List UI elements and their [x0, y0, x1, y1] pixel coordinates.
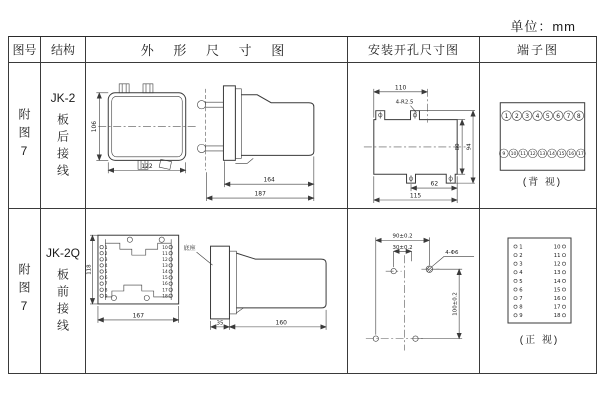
svg-text:5: 5: [519, 278, 523, 285]
svg-text:7: 7: [519, 296, 523, 302]
dim-label-35: 35: [216, 320, 224, 327]
outline-drawing-jk2q-cell: [86, 209, 348, 373]
wiring-label: 板后接线: [55, 112, 70, 181]
svg-text:8: 8: [519, 304, 523, 311]
structure-row1: [41, 63, 86, 209]
wiring-label: 板前接线: [55, 268, 70, 336]
front-view: [91, 84, 196, 173]
base-label: 底座: [183, 245, 196, 253]
svg-text:14: 14: [549, 152, 555, 158]
svg-text:2: 2: [519, 253, 523, 259]
svg-text:13: 13: [539, 152, 546, 158]
svg-text:3: 3: [104, 257, 108, 263]
dim-label-187: 187: [254, 190, 266, 198]
side-view: [197, 86, 313, 201]
terminal-diagram-jk2q: [480, 209, 596, 373]
terminal-row-top: [502, 111, 584, 121]
svg-text:17: 17: [578, 152, 584, 158]
svg-text:9: 9: [502, 152, 506, 158]
view-caption-back: (背 视): [522, 177, 563, 189]
svg-text:15: 15: [162, 276, 168, 282]
svg-text:13: 13: [162, 263, 168, 269]
model-label: JK-2: [50, 90, 76, 105]
svg-text:9: 9: [104, 294, 108, 300]
dim-label-160: 160: [275, 319, 287, 327]
svg-text:8: 8: [104, 288, 108, 294]
svg-text:6: 6: [556, 112, 561, 120]
hole-label-4-phi: 4-Φ6: [445, 249, 459, 256]
svg-text:2: 2: [104, 251, 108, 257]
model-label: JK-2Q: [45, 246, 80, 260]
svg-text:10: 10: [162, 245, 168, 251]
svg-text:8: 8: [576, 112, 581, 120]
svg-text:15: 15: [558, 152, 565, 158]
svg-text:2: 2: [514, 112, 519, 120]
dim-label-94: 94: [466, 143, 473, 151]
install-drawing-jk2: [348, 63, 479, 208]
svg-text:17: 17: [162, 288, 168, 294]
terminal-column-right: [162, 245, 172, 300]
svg-text:11: 11: [520, 152, 527, 158]
svg-text:17: 17: [553, 304, 561, 311]
install-drawing-jk2q-cell: [348, 209, 480, 373]
svg-text:6: 6: [104, 276, 108, 282]
svg-text:7: 7: [104, 282, 108, 288]
header-fig-no: 图号: [9, 37, 41, 63]
header-outline: 外 形 尺 寸 图: [86, 37, 348, 63]
front-view: [86, 235, 178, 323]
svg-text:1: 1: [104, 245, 108, 251]
header-install: 安装开孔尺寸图: [348, 37, 480, 63]
outline-drawing-jk2-cell: [86, 63, 348, 209]
svg-text:1: 1: [504, 112, 509, 120]
svg-text:16: 16: [553, 296, 561, 302]
svg-text:7: 7: [566, 112, 571, 120]
svg-text:18: 18: [553, 313, 561, 320]
terminal-list: [514, 244, 566, 319]
dim-label-118: 118: [86, 264, 93, 275]
svg-text:6: 6: [519, 287, 523, 294]
header-structure: 结构: [41, 37, 86, 63]
view-caption-front: (正 视): [519, 335, 560, 346]
dim-label-167: 167: [132, 312, 145, 320]
svg-text:12: 12: [529, 152, 536, 158]
dim-label-80: 80: [455, 143, 462, 151]
fig-no-row1: [9, 63, 41, 209]
terminal-row-bottom: [499, 149, 585, 158]
svg-text:3: 3: [519, 261, 523, 268]
outline-drawing-jk2: [86, 63, 347, 208]
outline-drawing-jk2q: [86, 209, 347, 373]
svg-text:16: 16: [162, 282, 168, 288]
svg-text:4: 4: [104, 263, 108, 269]
terminal-diagram-jk2q-cell: [480, 209, 596, 373]
install-drawing-jk2-cell: [348, 63, 480, 209]
structure-row2: [41, 209, 86, 373]
hatched-hole: [426, 266, 433, 273]
dim-label-30: 30±0.2: [392, 244, 413, 251]
svg-text:12: 12: [553, 261, 561, 268]
fig-no-label: 附图7: [17, 263, 31, 319]
svg-text:10: 10: [553, 244, 561, 251]
svg-text:12: 12: [162, 257, 168, 263]
terminal-diagram-jk2: [480, 63, 596, 208]
dim-label-62: 62: [430, 180, 439, 188]
svg-text:1: 1: [519, 244, 523, 251]
dim-label-115: 115: [409, 192, 422, 200]
install-drawing-jk2q: [348, 209, 479, 373]
svg-text:14: 14: [553, 278, 561, 285]
dim-label-90: 90±0.2: [392, 233, 413, 240]
svg-text:3: 3: [525, 112, 530, 120]
terminal-column-left: [100, 245, 108, 300]
svg-text:13: 13: [553, 270, 561, 277]
svg-text:14: 14: [162, 270, 168, 276]
svg-text:5: 5: [545, 112, 550, 120]
svg-text:4: 4: [519, 270, 523, 277]
fig-no-label: 附图7: [17, 107, 31, 164]
hole-label-4-R2.5: 4-R2.5: [395, 99, 414, 106]
svg-text:5: 5: [104, 270, 108, 276]
spec-table: [8, 36, 597, 374]
svg-text:10: 10: [510, 152, 517, 158]
svg-text:18: 18: [162, 294, 168, 300]
dim-label-122: 122: [141, 162, 153, 170]
svg-text:11: 11: [162, 251, 168, 257]
svg-text:15: 15: [553, 287, 561, 294]
dim-label-106: 106: [90, 120, 98, 133]
svg-text:9: 9: [519, 313, 523, 320]
terminal-diagram-jk2-cell: [480, 63, 596, 209]
fig-no-row2: [9, 209, 41, 373]
dim-label-110: 110: [394, 84, 407, 92]
dim-label-100: 100±0.2: [452, 292, 459, 316]
svg-text:11: 11: [553, 253, 561, 259]
svg-text:4: 4: [535, 112, 540, 120]
svg-text:16: 16: [568, 152, 575, 158]
header-terminal: 端子图: [480, 37, 596, 63]
dim-label-164: 164: [263, 176, 275, 184]
side-view: [184, 244, 326, 330]
unit-label: 单位：mm: [510, 19, 576, 34]
